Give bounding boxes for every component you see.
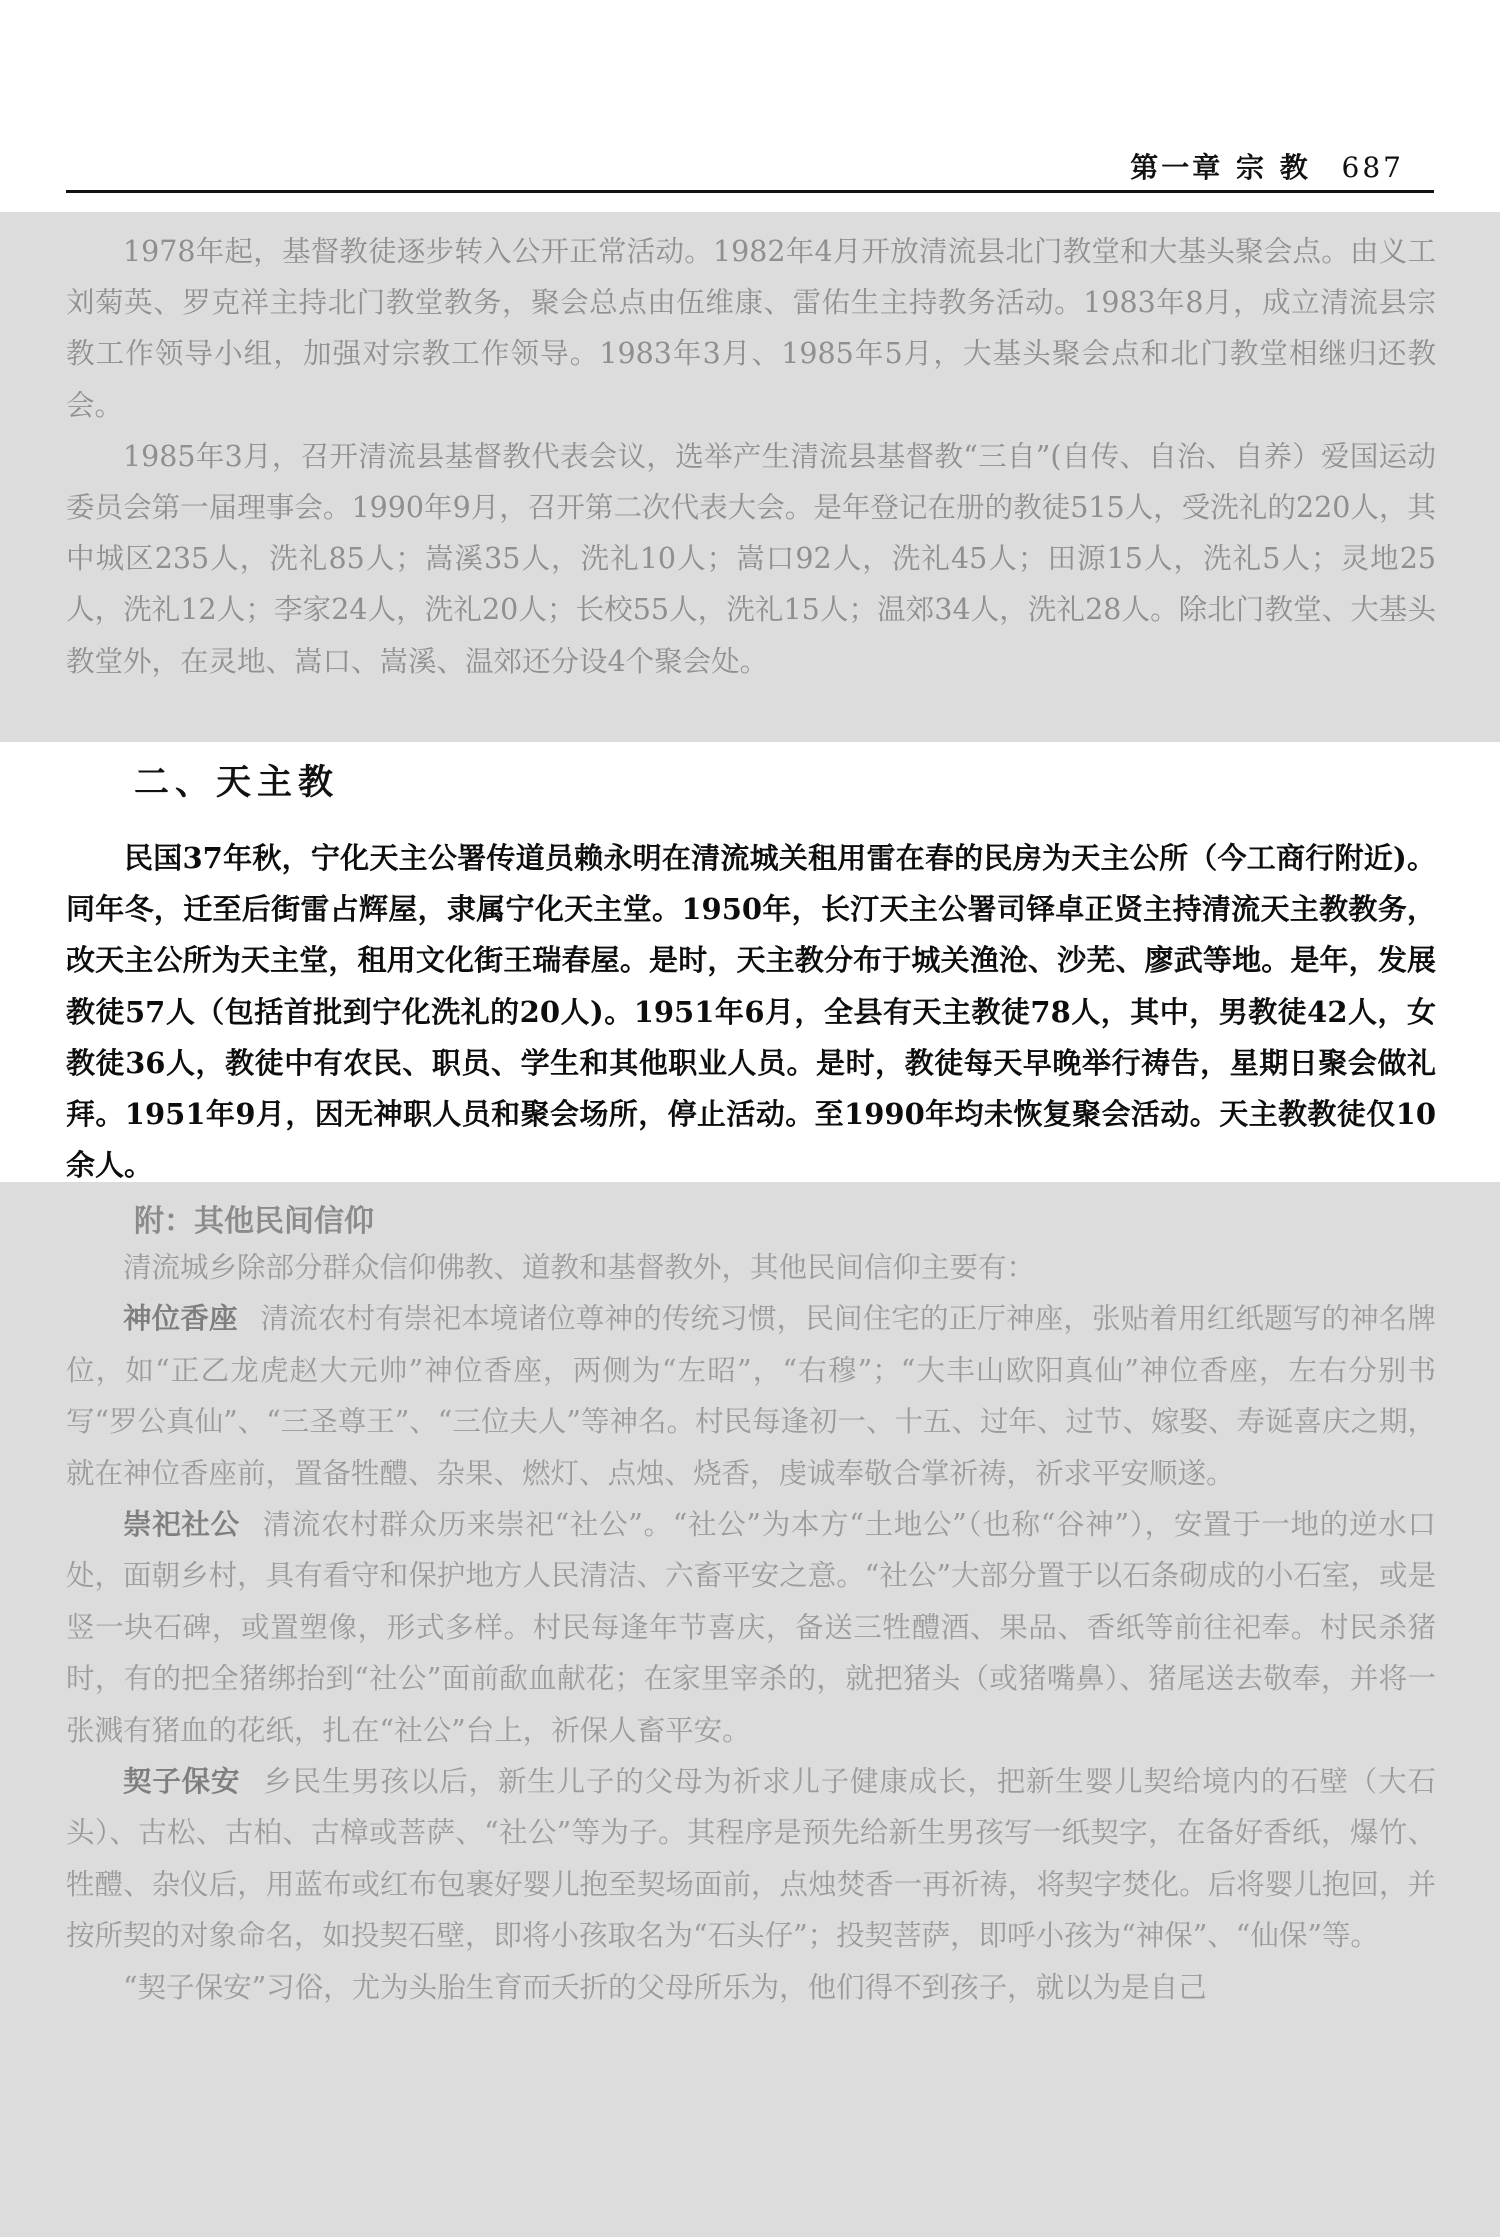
paragraph: 民国37年秋，宁化天主公署传道员赖永明在清流城关租用雷在春的民房为天主公所（今工商行附近)。同年冬，迁至后街雷占辉屋，隶属宁化天主堂。1950年，长汀天主公署司铎卓正贤主持清流天主教教务，改天主公所为天主堂，租用文化街王瑞春屋。是时，天主教分布于城关渔沧、沙芜、廖武等地。是年，发展教徒57人（包括首批到宁化洗礼的20人)。1951年6月，全县有天主教徒78人，其中，男教徒42人，女教徒36人，教徒中有农民、职员、学生和其他职业人员。是时，教徒每天早晚举行祷告，星期日聚会做礼拜。1951年9月，因无神职人员和聚会场所，停止活动。至1990年均未恢复聚会活动。天主教教徒仅10余人。 (66, 841, 1436, 1183)
chapter-title: 第一章 宗 教 (1130, 151, 1311, 184)
item-text: 清流农村有崇祀本境诸位尊神的传统习惯，民间住宅的正厅神座，张贴着用红纸题写的神名牌位，如“正乙龙虎赵大元帅”神位香座，两侧为“左昭”，“右穆”；“大丰山欧阳真仙”神位香座，左右分别书写“罗公真仙”、“三圣尊王”、“三位夫人”等神名。村民每逢初一、十五、过年、过节、嫁娶、寿诞喜庆之期，就在神位香座前，置备牲醴、杂果、燃灯、点烛、烧香，虔诚奉敬合掌祈祷，祈求平安顺遂。 (66, 1302, 1436, 1490)
item-keyword: 神位香座 (123, 1302, 238, 1336)
appendix-title: 附：其他民间信仰 (134, 1204, 374, 1239)
appendix-intro: 清流城乡除部分群众信仰佛教、道教和基督教外，其他民间信仰主要有： (123, 1251, 1036, 1284)
item-keyword: 崇祀社公 (123, 1508, 240, 1542)
header-text (1130, 146, 1404, 186)
item-text: 清流农村群众历来崇祀“社公”。“社公”为本方“土地公”（也称“谷神”），安置于一地的逆水口处，面朝乡村，具有看守和保护地方人民清洁、六畜平安之意。“社公”大部分置于以石条砌成的小石室，或是竖一块石碑，或置塑像，形式多样。村民每逢年节喜庆，备送三牲醴酒、果品、香纸等前往祀奉。村民杀猪时，有的把全猪绑抬到“社公”面前歃血献花；在家里宰杀的，就把猪头（或猪嘴鼻）、猪尾送去敬奉，并将一张溅有猪血的花纸，扎在“社公”台上，祈保人畜平安。 (66, 1508, 1436, 1747)
paragraph: 1978年起，基督教徒逐步转入公开正常活动。1982年4月开放清流县北门教堂和大基头聚会点。由义工刘菊英、罗克祥主持北门教堂教务，聚会总点由伍维康、雷佑生主持教务活动。1983年8月，成立清流县宗教工作领导小组，加强对宗教工作领导。1983年3月、1985年5月，大基头聚会点和北门教堂相继归还教会。 (66, 235, 1436, 422)
appendix-item (66, 1756, 1436, 1962)
appendix-item (66, 1293, 1436, 1499)
item-text: 乡民生男孩以后，新生儿子的父母为祈求儿子健康成长，把新生婴儿契给境内的石壁（大石头）、古松、古柏、古樟或菩萨、“社公”等为子。其程序是预先给新生男孩写一纸契字，在备好香纸，爆竹、牲醴、杂仪后，用蓝布或红布包裹好婴儿抱至契场面前，点烛焚香一再祈祷，将契字焚化。后将婴儿抱回，并按所契的对象命名，如投契石壁，即将小孩取名为“石头仔”；投契菩萨，即呼小孩为“神保”、“仙保”等。 (66, 1765, 1436, 1953)
appendix-section (66, 1242, 1436, 2013)
appendix-item (66, 1499, 1436, 1756)
section-title: 二、天主教 (134, 762, 340, 803)
appendix-closing: “契子保安”习俗，尤为头胎生育而夭折的父母所乐为，他们得不到孩子，就以为是自己 (123, 1970, 1207, 2004)
item-keyword: 契子保安 (123, 1765, 241, 1799)
protestant-section (66, 226, 1436, 687)
paragraph: 1985年3月，召开清流县基督教代表会议，选举产生清流县基督教“三自”(自传、自治、自养）爱国运动委员会第一届理事会。1990年9月，召开第二次代表大会。是年登记在册的教徒515人，受洗礼的220人，其中城区235人，洗礼85人；嵩溪35人，洗礼10人；嵩口92人，洗礼45人；田源15人，洗礼5人；灵地25人，洗礼12人；李家24人，洗礼20人；长校55人，洗礼15人；温郊34人，洗礼28人。除北门教堂、大基头教堂外，在灵地、嵩口、嵩溪、温郊还分设4个聚会处。 (66, 439, 1436, 678)
running-header (66, 138, 1434, 193)
page-number: 687 (1341, 151, 1404, 184)
catholic-section (66, 833, 1436, 1191)
